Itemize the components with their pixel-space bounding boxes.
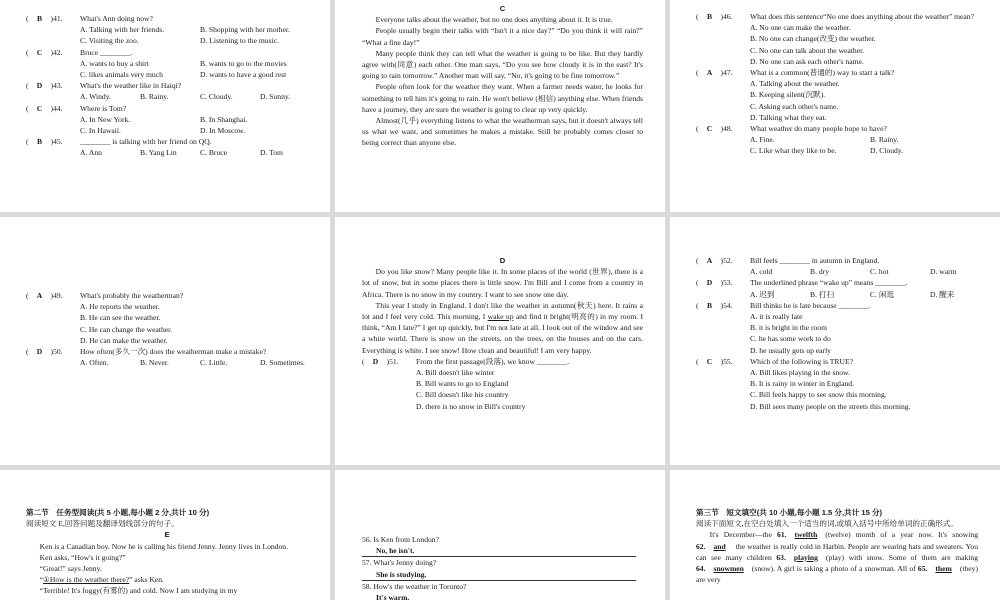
answer: C xyxy=(36,47,43,57)
question-47: ( A )47. What is a common(普通的) way to start a talk? xyxy=(696,68,895,78)
answer: B xyxy=(36,14,43,23)
passage-line: “Terrible! It's foggy(有雾的) and cold. Now I am studying in my xyxy=(39,586,238,596)
question-43: ( D )43. What's the weather like in Haiqi? xyxy=(26,81,182,91)
question-58: 58. How's the weather in Toronto? xyxy=(362,581,467,591)
blank-61: twelfth xyxy=(794,530,818,540)
answer-57: She is studying. xyxy=(362,569,636,581)
options-55: A. Bill likes playing in the snow. B. It is rainy in winter in England. C. Bill feels happy to see snow this morning. D. Bill sees many people on the streets this morning. xyxy=(750,368,911,411)
options-41: A. Talking with her friends. B. Shopping with her mother. C. Visiting the zoo. D. Listening to the music. xyxy=(80,25,290,46)
answer-56: No, he isn't. xyxy=(362,545,636,557)
passage-paragraph: People often look for the weather they want. When a farmer needs water, he looks for something to tell him it's going to rain. He won't believe (相信) anything else. When friends have a journey, they are sure the weather is going to clear up very quickly. xyxy=(362,82,643,114)
options-49: A. He reports the weather. B. He can see the weather. C. He can change the weather. D. He can make the weather. xyxy=(80,302,173,345)
answer: D xyxy=(706,278,713,288)
answer: C xyxy=(36,103,43,113)
question-44: ( C )44. Where is Tom? xyxy=(26,103,127,113)
answer: B xyxy=(36,137,43,147)
answer: D xyxy=(36,81,43,91)
blank-62: and xyxy=(713,541,726,551)
answer: A xyxy=(706,68,713,78)
passage-line: Ken asks, “How's it going?” xyxy=(39,552,126,562)
passage-paragraph: Many people think they can tell what the weather is going to be like. But they hardly agree with(同意) each other. One man says, “Do you see how cloudy it is in the east? It's going to rain tomorrow.” Another man will say, “No, it's going to be fine tomorrow.” xyxy=(362,48,643,81)
panel-questions-49-50 xyxy=(0,217,330,465)
options-48: A. Fine. B. Rainy. C. Like what they like to be. D. Cloudy. xyxy=(750,135,904,156)
passage-title: D xyxy=(499,256,506,265)
question-49: ( A )49. What's probably the weatherman? xyxy=(26,291,184,300)
options-44: A. In New York. B. In Shanghai. C. In Hawaii. D. In Moscow. xyxy=(80,114,248,136)
section-heading: 第三节 短文填空(共 10 小题,每小题 1.5 分,共计 15 分) xyxy=(696,508,883,517)
answer: B xyxy=(706,12,713,21)
options-52: A. cold B. dry C. hot D. warm xyxy=(750,267,957,277)
passage-paragraph: Everyone talks about the weather, but no one does anything about it. It is true. xyxy=(375,15,613,25)
options-54: A. it is really late B. it is bright in the room C. he has some work to do D. he usually gets up early xyxy=(750,312,831,355)
options-51: A. Bill doesn't like winter B. Bill wants to go to England C. Bill doesn't like his country D. there is no snow in Bill's country xyxy=(416,368,526,411)
options-46: A. No one can make the weather. B. No one can change(改变) the weather. C. No one can talk about the weather. D. No one can ask each other's name. xyxy=(750,23,876,66)
passage-line: Ken is a Canadian boy. Now he is calling his friend Jenny. Jenny lives in London. xyxy=(39,541,288,551)
answer: A xyxy=(706,256,713,265)
panel-questions-41-45 xyxy=(0,0,330,212)
passage-title: C xyxy=(499,4,506,13)
passage-paragraph: Do you like snow? Many people like it. In some places of the world (世界), there is a lot of snow, but in some places there is little snow. I'm Bill and I come from a country in Africa. There is no snow in my country. I want to see snow one day. xyxy=(362,267,643,299)
question-51: ( D )51. From the first passage(段落), we know ________. xyxy=(362,356,570,366)
panel-questions-52-55 xyxy=(670,217,1000,465)
options-42: A. wants to buy a shirt B. wants to go to the movies C. likes animals very much D. wants to have a good rest xyxy=(80,58,287,80)
passage-paragraph: People usually begin their talks with “Isn't it a nice day?” “Do you think it will rain?” “What a fine day!” xyxy=(362,26,643,47)
section-instructions: 阅读短文 E,回答问题及翻译划线部分的句子。 xyxy=(26,519,179,529)
question-55: ( C )55. Which of the following is TRUE? xyxy=(696,356,853,366)
answer: C xyxy=(706,356,713,366)
options-45: A. Ann B. Yang Lin C. Bruce D. Tom xyxy=(80,148,283,158)
answer: D xyxy=(36,347,43,357)
question-41: ( B )41. What's Ann doing now? xyxy=(26,14,153,23)
question-52: ( A )52. Bill feels ________ in autumn in England. xyxy=(696,256,880,265)
options-47: A. Talking about the weather. B. Keeping silent(沉默). C. Asking each other's name. D. Talking what they eat. xyxy=(750,79,840,122)
passage-line: “①How is the weather there?” asks Ken. xyxy=(39,575,164,585)
question-42: ( C )42. Bruce ________. xyxy=(26,47,133,57)
panel-passage-c xyxy=(335,0,665,212)
panel-answers-56-58 xyxy=(335,470,665,600)
section-instructions: 阅读下面短文,在空白处填入一个适当的词,或填入括号中所给单词的正确形式。 xyxy=(696,519,958,529)
question-45: ( B )45. ________ is talking with her friend on QQ. xyxy=(26,137,212,147)
panel-section-3-cloze xyxy=(670,470,1000,600)
panel-passage-d xyxy=(335,217,665,465)
cloze-paragraph: It's December—the 61. twelfth (twelve) month of a year now. It's snowing 62. and the weather is really cold in Harbin. People are wearing hats and sweaters. You can see many children 63. playing (play) with snow. Some of them are making 64. snowmen (snow). A girl is taking a photo of a snowman. All of 65. them (they) are very xyxy=(696,530,978,585)
options-50: A. Often. B. Never. C. Little. D. Sometimes. xyxy=(80,358,305,368)
question-46: ( B )46. What does this sentence“No one does anything about the weather” mean? xyxy=(696,12,974,21)
panel-section-2-passage-e xyxy=(0,470,330,600)
passage-title: E xyxy=(164,530,170,540)
answer: A xyxy=(36,291,43,300)
question-56: 56. Is Ken from London? xyxy=(362,535,439,544)
underlined-phrase: wake up xyxy=(487,312,514,322)
section-heading: 第二节 任务型阅读(共 5 小题,每小题 2 分,共计 10 分) xyxy=(26,508,210,517)
answer: C xyxy=(706,124,713,134)
question-54: ( B )54. Bill thinks he is late because ________. xyxy=(696,300,871,310)
options-43: A. Windy. B. Rainy. C. Cloudy. D. Sunny. xyxy=(80,92,291,102)
panel-questions-46-48 xyxy=(670,0,1000,212)
blank-64: snowmen xyxy=(713,564,744,574)
answer: B xyxy=(706,300,713,310)
answer-58: It's warm. xyxy=(362,592,636,600)
passage-paragraph: This year I study in England. I don't like the weather in autumn(秋天) here. It rains a lot and I feel very cold. This morning, I wake up and find it bright(明亮的) in my room. I think, “Am I late?” I get up quickly, but I'm not late at all. I look out of the window and see a white world. There is snow on the streets, on the trees, on the houses and on the cars. Everything is white. I see snow! How clean and beautiful! I am very happy. xyxy=(362,300,643,355)
blank-63: playing xyxy=(793,552,818,562)
options-53: A. 迟到 B. 打扫 C. 闲逛 D. 醒来 xyxy=(750,289,955,299)
question-53: ( D )53. The underlined phrase “wake up” means ________. xyxy=(696,278,908,288)
answer: D xyxy=(372,356,379,366)
question-57: 57. What's Jenny doing? xyxy=(362,558,437,568)
question-50: ( D )50. How often(多久一次) does the weatherman make a mistake? xyxy=(26,347,267,357)
passage-paragraph: Almost(几乎) everything listens to what the weatherman says, but it doesn't always tell us what we want, and sometimes he makes a mistake. Still he probably comes closer to being correct than anyone else. xyxy=(362,116,643,148)
blank-65: them xyxy=(935,564,952,574)
underlined-sentence: ①How is the weather there? xyxy=(43,575,130,585)
question-48: ( C )48. What weather do many people hope to have? xyxy=(696,124,887,134)
passage-line: “Great!” says Jenny. xyxy=(39,564,102,574)
